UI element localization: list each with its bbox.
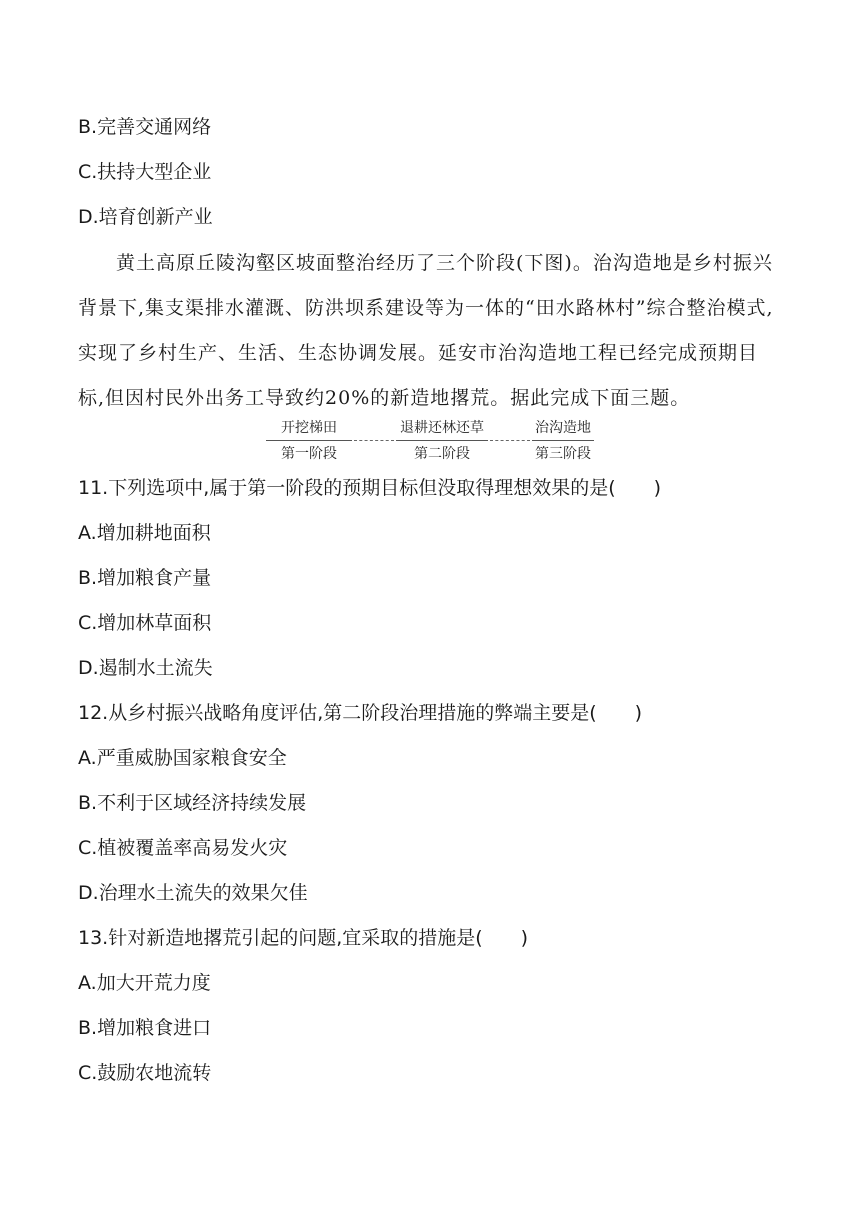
- question-12-option-c: C.植被覆盖率高易发火灾: [78, 837, 288, 859]
- stage-2: [396, 418, 488, 465]
- stage-2-action: 退耕还林还草: [400, 420, 484, 436]
- stage-1-label: 第一阶段: [281, 446, 337, 462]
- stages-figure: [266, 418, 596, 468]
- question-11-stem: 11.下列选项中,属于第一阶段的预期目标但没取得理想效果的是( ): [78, 477, 662, 499]
- stage-connector-1: [354, 440, 394, 441]
- stage-3-action: 治沟造地: [535, 420, 591, 436]
- option-b-prev: B.完善交通网络: [78, 116, 212, 138]
- question-12-option-b: B.不利于区域经济持续发展: [78, 792, 307, 814]
- stage-1-action: 开挖梯田: [281, 420, 337, 436]
- question-13-stem: 13.针对新造地撂荒引起的问题,宜采取的措施是( ): [78, 927, 529, 949]
- stage-3: [532, 418, 594, 465]
- question-12-option-d: D.治理水土流失的效果欠佳: [78, 882, 308, 904]
- question-11-option-a: A.增加耕地面积: [78, 522, 211, 544]
- question-11-option-b: B.增加粮食产量: [78, 567, 212, 589]
- question-13-option-b: B.增加粮食进口: [78, 1017, 212, 1039]
- option-c-prev: C.扶持大型企业: [78, 161, 212, 183]
- question-13-option-a: A.加大开荒力度: [78, 972, 211, 994]
- passage: 黄土高原丘陵沟壑区坡面整治经历了三个阶段(下图)。治沟造地是乡村振兴背景下,集支渠排水灌溉、防洪坝系建设等为一体的“田水路林村”综合整治模式,实现了乡村生产、生活、生态协调发展。延安市治沟造地工程已经完成预期目标,但因村民外出务工导致约20%的新造地撂荒。据此完成下面三题。: [78, 252, 774, 409]
- question-11-option-c: C.增加林草面积: [78, 612, 212, 634]
- question-12-option-a: A.严重威胁国家粮食安全: [78, 747, 287, 769]
- question-11-option-d: D.遏制水土流失: [78, 657, 213, 679]
- option-d-prev: D.培育创新产业: [78, 206, 213, 228]
- stage-2-label: 第二阶段: [414, 446, 470, 462]
- question-13-option-c: C.鼓励农地流转: [78, 1062, 212, 1084]
- question-12-stem: 12.从乡村振兴战略角度评估,第二阶段治理措施的弊端主要是( ): [78, 702, 643, 724]
- stage-connector-2: [490, 440, 530, 441]
- stage-3-label: 第三阶段: [535, 446, 591, 462]
- stage-1: [266, 418, 352, 465]
